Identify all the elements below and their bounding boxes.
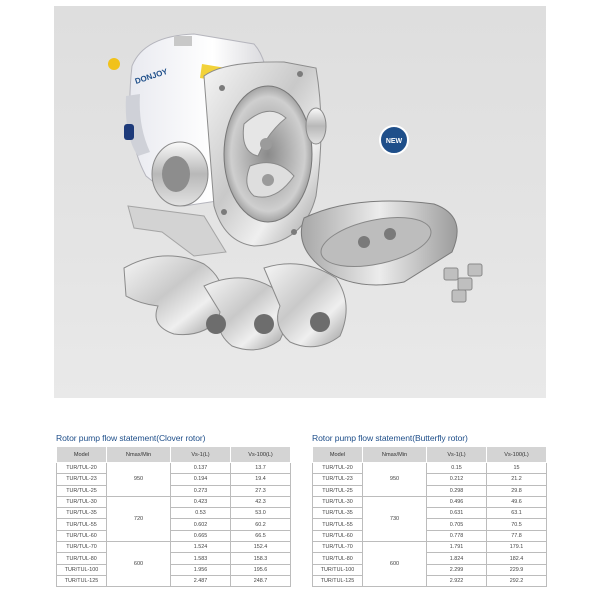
- brand-logo: DONJOY: [133, 66, 169, 86]
- vs100-cell: 15: [487, 463, 547, 474]
- vs1-cell: 0.194: [171, 474, 231, 485]
- column-header-model: Model: [57, 447, 107, 463]
- vs1-cell: 1.791: [427, 542, 487, 553]
- vs100-cell: 179.1: [487, 542, 547, 553]
- table-header-row: [57, 447, 291, 463]
- table-row: [57, 553, 291, 564]
- table-row: [313, 496, 547, 507]
- vs1-cell: 1.824: [427, 553, 487, 564]
- table-row: [57, 496, 291, 507]
- column-header-nmax: Nmax/Min: [107, 447, 171, 463]
- table-row: [57, 542, 291, 553]
- vs100-cell: 292.2: [487, 575, 547, 586]
- model-cell: TUR/TUL-55: [313, 519, 363, 530]
- vs1-cell: 0.496: [427, 496, 487, 507]
- table-row: [313, 463, 547, 474]
- model-cell: TUR/TUL-20: [313, 463, 363, 474]
- table-row: [57, 564, 291, 575]
- nmax-cell: 950: [363, 463, 427, 497]
- vs100-cell: 49.6: [487, 496, 547, 507]
- vs1-cell: 1.956: [171, 564, 231, 575]
- butterfly-flow-table: [312, 446, 547, 587]
- model-cell: TUR/TUL-100: [313, 564, 363, 575]
- model-cell: TUR/TUL-55: [57, 519, 107, 530]
- table-row: [57, 575, 291, 586]
- model-cell: TUR/TUL-30: [57, 496, 107, 507]
- vs1-cell: 0.705: [427, 519, 487, 530]
- vs1-cell: 2.299: [427, 564, 487, 575]
- table-row: [57, 508, 291, 519]
- vs1-cell: 2.922: [427, 575, 487, 586]
- vs1-cell: 0.53: [171, 508, 231, 519]
- vs1-cell: 0.631: [427, 508, 487, 519]
- vs100-cell: 182.4: [487, 553, 547, 564]
- table-row: [57, 530, 291, 541]
- model-cell: TUR/TUL-20: [57, 463, 107, 474]
- vs1-cell: 0.273: [171, 485, 231, 496]
- table-row: [313, 530, 547, 541]
- model-cell: TUR/TUL-23: [313, 474, 363, 485]
- vs100-cell: 53.0: [231, 508, 291, 519]
- nmax-cell: 730: [363, 496, 427, 541]
- vs1-cell: 0.778: [427, 530, 487, 541]
- vs100-cell: 66.5: [231, 530, 291, 541]
- vs100-cell: 158.3: [231, 553, 291, 564]
- vs100-cell: 248.7: [231, 575, 291, 586]
- model-cell: TUR/TUL-70: [313, 542, 363, 553]
- model-cell: TUR/TUL-80: [313, 553, 363, 564]
- column-header-vs100: Vs-100(L): [487, 447, 547, 463]
- vs100-cell: 42.3: [231, 496, 291, 507]
- clover-table-title: Rotor pump flow statement(Clover rotor): [56, 433, 206, 443]
- product-photo: [54, 6, 546, 398]
- table-row: [313, 575, 547, 586]
- vs1-cell: 1.583: [171, 553, 231, 564]
- table-row: [313, 564, 547, 575]
- model-cell: TUR/TUL-60: [57, 530, 107, 541]
- table-row: [313, 508, 547, 519]
- model-cell: TUR/TUL-60: [313, 530, 363, 541]
- vs100-cell: 70.5: [487, 519, 547, 530]
- model-cell: TUR/TUL-23: [57, 474, 107, 485]
- table-row: [313, 485, 547, 496]
- pump-illustration: [54, 6, 546, 398]
- table-header-row: [313, 447, 547, 463]
- model-cell: TUR/TUL-125: [57, 575, 107, 586]
- table-row: [57, 474, 291, 485]
- column-header-vs100: Vs-100(L): [231, 447, 291, 463]
- table-row: [313, 542, 547, 553]
- vs100-cell: 21.2: [487, 474, 547, 485]
- nmax-cell: 600: [107, 542, 171, 587]
- vs100-cell: 152.4: [231, 542, 291, 553]
- vs1-cell: 0.423: [171, 496, 231, 507]
- model-cell: TUR/TUL-25: [313, 485, 363, 496]
- model-cell: TUR/TUL-70: [57, 542, 107, 553]
- vs100-cell: 195.6: [231, 564, 291, 575]
- vs100-cell: 60.2: [231, 519, 291, 530]
- butterfly-rotor-section: [312, 432, 546, 587]
- vs1-cell: 1.524: [171, 542, 231, 553]
- vs100-cell: 29.8: [487, 485, 547, 496]
- table-row: [313, 553, 547, 564]
- model-cell: TUR/TUL-100: [57, 564, 107, 575]
- vs100-cell: 27.3: [231, 485, 291, 496]
- clover-rotor-section: [56, 432, 290, 587]
- vs100-cell: 63.1: [487, 508, 547, 519]
- model-cell: TUR/TUL-35: [313, 508, 363, 519]
- nmax-cell: 600: [363, 542, 427, 587]
- model-cell: TUR/TUL-35: [57, 508, 107, 519]
- vs1-cell: 0.212: [427, 474, 487, 485]
- vs1-cell: 2.487: [171, 575, 231, 586]
- vs100-cell: 77.8: [487, 530, 547, 541]
- column-header-vs1: Vs-1(L): [171, 447, 231, 463]
- clover-flow-table: [56, 446, 291, 587]
- table-row: [57, 519, 291, 530]
- model-cell: TUR/TUL-30: [313, 496, 363, 507]
- model-cell: TUR/TUL-80: [57, 553, 107, 564]
- table-row: [313, 474, 547, 485]
- vs1-cell: 0.137: [171, 463, 231, 474]
- column-header-vs1: Vs-1(L): [427, 447, 487, 463]
- vs1-cell: 0.298: [427, 485, 487, 496]
- table-row: [57, 485, 291, 496]
- new-badge: NEW: [385, 138, 403, 145]
- vs100-cell: 13.7: [231, 463, 291, 474]
- column-header-nmax: Nmax/Min: [363, 447, 427, 463]
- vs100-cell: 229.9: [487, 564, 547, 575]
- butterfly-table-title: Rotor pump flow statement(Butterfly rotor): [312, 433, 468, 443]
- vs1-cell: 0.602: [171, 519, 231, 530]
- column-header-model: Model: [313, 447, 363, 463]
- vs1-cell: 0.15: [427, 463, 487, 474]
- nmax-cell: 950: [107, 463, 171, 497]
- model-cell: TUR/TUL-25: [57, 485, 107, 496]
- vs1-cell: 0.665: [171, 530, 231, 541]
- table-row: [313, 519, 547, 530]
- vs100-cell: 19.4: [231, 474, 291, 485]
- table-row: [57, 463, 291, 474]
- nmax-cell: 720: [107, 496, 171, 541]
- model-cell: TUR/TUL-125: [313, 575, 363, 586]
